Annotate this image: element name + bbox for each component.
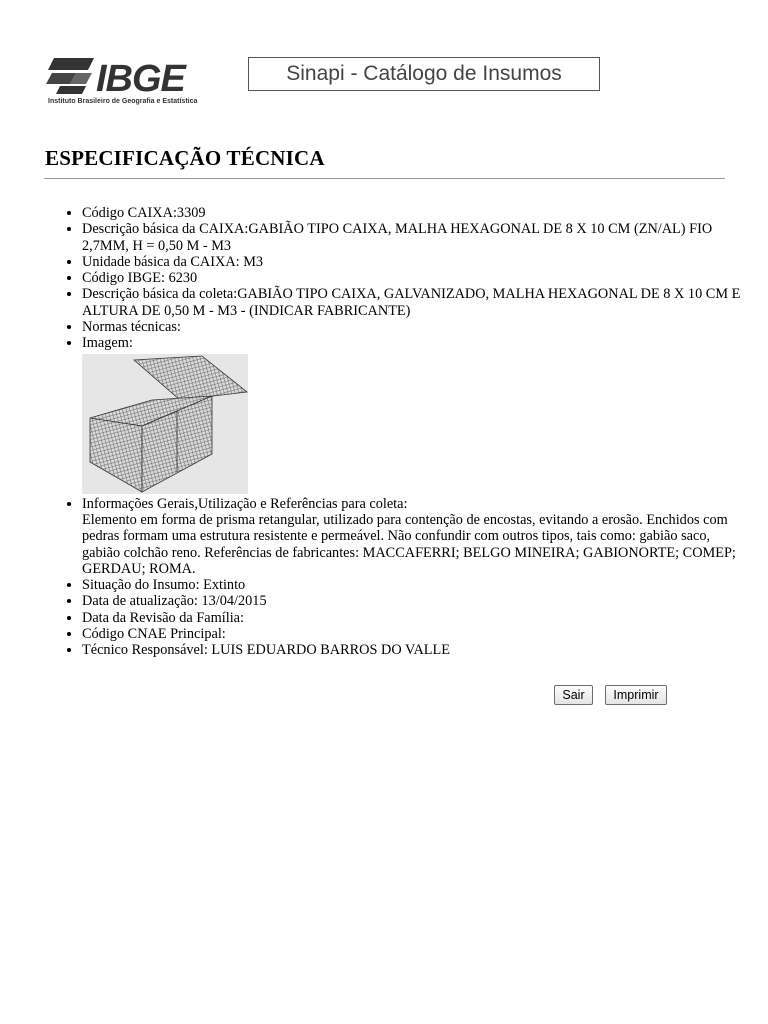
spec-tecnico: • Técnico Responsável: LUIS EDUARDO BARROS DO VALLE: [82, 642, 742, 658]
spec-codigo-caixa: • Código CAIXA:3309: [82, 205, 742, 221]
spec-informacoes-label: Informações Gerais,Utilização e Referências para coleta:: [82, 495, 408, 512]
spec-normas: • Normas técnicas:: [82, 319, 742, 335]
gabion-image: [82, 354, 248, 494]
header: [46, 40, 606, 110]
imprimir-button[interactable]: Imprimir: [605, 685, 667, 705]
spec-informacoes-text: Elemento em forma de prisma retangular, utilizado para contenção de encostas, evitando a erosão. Enchidos com pedras formam uma estrutura resistente e permeável. Não confundir com outros tipos, tais como: gabião saco, gabião colchão reno. Referências de fabricantes: MACCAFERRI; BELGO MINEIRA; GABIONORTE; COMEP; GERDAU; ROMA.: [82, 511, 736, 577]
title-divider: [44, 178, 725, 179]
spec-imagem: [82, 335, 742, 493]
spec-data-atualizacao: • Data de atualização: 13/04/2015: [82, 593, 742, 609]
spec-descricao-coleta: • Descrição básica da coleta:GABIÃO TIPO CAIXA, GALVANIZADO, MALHA HEXAGONAL DE 8 X 10 CM E ALTURA DE 0,50 M - M3 - (INDICAR FABRICANTE): [82, 286, 742, 319]
ibge-logo: [46, 52, 216, 105]
sair-button[interactable]: Sair: [554, 685, 593, 705]
spec-codigo-ibge: • Código IBGE: 6230: [82, 270, 742, 286]
logo-subtitle: Instituto Brasileiro de Geografia e Estatística: [48, 98, 198, 105]
logo-text: IBGE: [96, 58, 185, 100]
spec-list: [64, 205, 742, 659]
spec-data-revisao: • Data da Revisão da Família:: [82, 610, 742, 626]
catalog-title: Sinapi - Catálogo de Insumos: [248, 57, 600, 91]
spec-situacao: • Situação do Insumo: Extinto: [82, 577, 742, 593]
gabion-box-illustration: [82, 354, 248, 494]
ibge-logo-icon: [46, 56, 96, 96]
spec-descricao-caixa: • Descrição básica da CAIXA:GABIÃO TIPO CAIXA, MALHA HEXAGONAL DE 8 X 10 CM (ZN/AL) FIO 2,7MM, H = 0,50 M - M3: [82, 221, 742, 254]
spec-imagem-label: Imagem:: [82, 335, 133, 352]
spec-unidade-caixa: • Unidade básica da CAIXA: M3: [82, 254, 742, 270]
spec-informacoes: [82, 496, 742, 577]
spec-codigo-cnae: • Código CNAE Principal:: [82, 626, 742, 642]
page-title: ESPECIFICAÇÃO TÉCNICA: [45, 146, 325, 170]
